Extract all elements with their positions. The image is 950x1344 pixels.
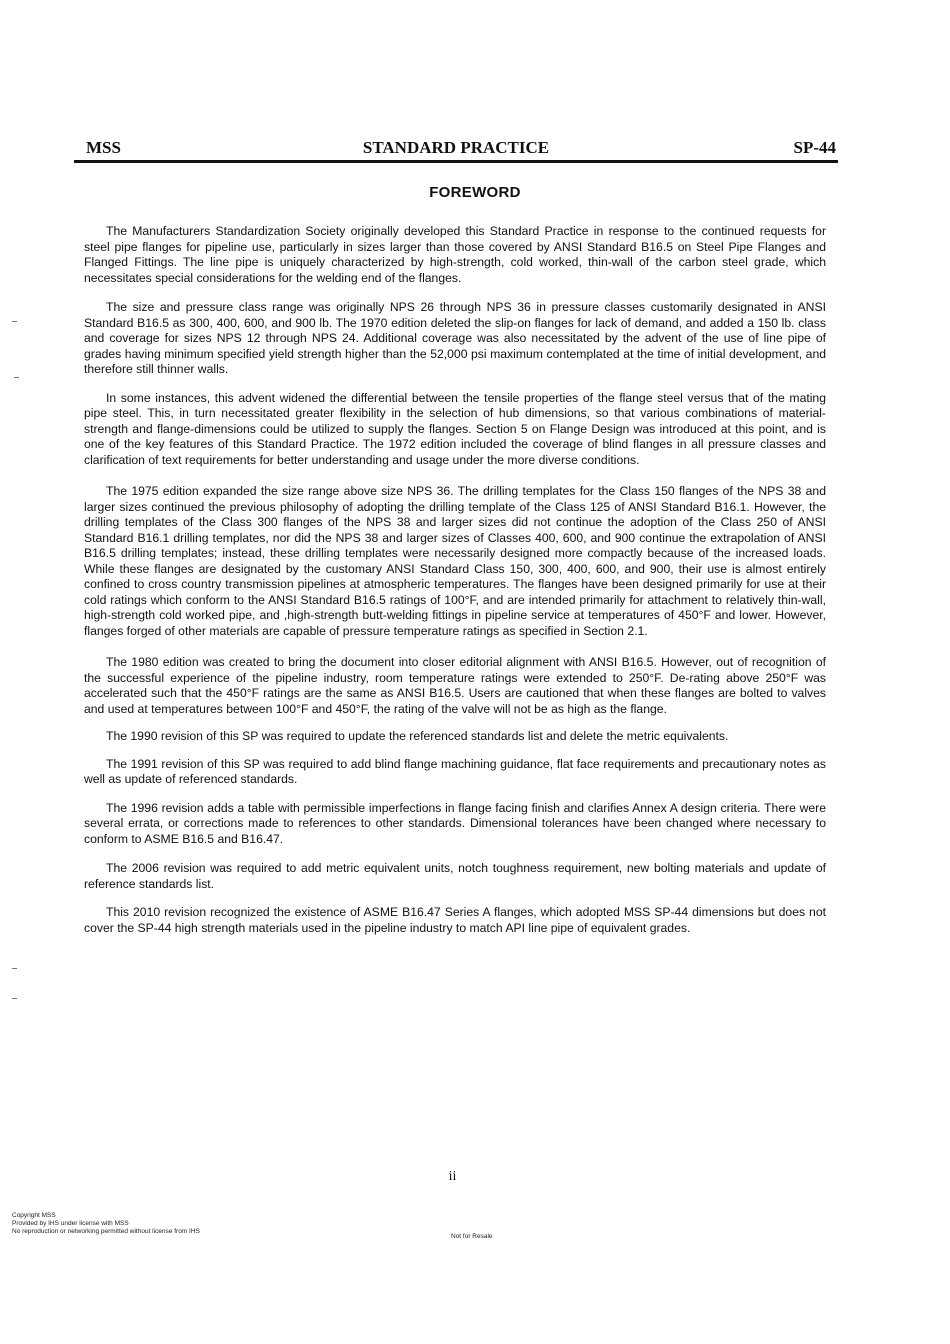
header-right: SP-44 xyxy=(793,138,836,157)
foreword-body xyxy=(84,224,826,949)
footer-line: No reproduction or networking permitted without license from IHS xyxy=(12,1228,200,1235)
footer-line: Provided by IHS under license with MSS xyxy=(12,1220,129,1227)
paragraph: The 1996 revision adds a table with permissible imperfections in flange facing finish and clarifies Annex A design criteria. There were several errata, or corrections made to references to other standards. Dimensional tolerances have been changed where necessary to conform to ASME B16.5 and B16.47. xyxy=(84,800,826,846)
paragraph: In some instances, this advent widened the differential between the tensile properties of the flange steel versus that of the mating pipe steel. This, in turn necessitated greater flexibility in the selection of hub dimensions, so that various combinations of material-strength and flange-dimensions could be utilized to supply the flanges. Section 5 on Flange Design was introduced at this point, and is one of the key features of this Standard Practice. The 1972 edition included the coverage of blind flanges in all pressure classes and clarification of text requirements for better understanding and usage under the more diverse conditions. xyxy=(84,390,826,467)
paragraph: The 2006 revision was required to add metric equivalent units, notch toughness requirement, new bolting materials and update of reference standards list. xyxy=(84,861,826,891)
margin-mark xyxy=(12,321,17,322)
paragraph: The 1991 revision of this SP was required to add blind flange machining guidance, flat face requirements and precautionary notes as well as update of referenced standards. xyxy=(84,756,826,786)
paragraph: The size and pressure class range was originally NPS 26 through NPS 36 in pressure classes customarily designated in ANSI Standard B16.5 as 300, 400, 600, and 900 lb. The 1970 edition deleted the slip-on flanges for lack of demand, and added a 150 lb. class and coverage for sizes NPS 12 through NPS 24. Additional coverage was also necessitated by the advent of the use of line pipe of grades having minimum specified yield strength higher than the 52,000 psi maximum contemplated at the time of initial development, and therefore still thinner walls. xyxy=(84,300,826,376)
paragraph: This 2010 revision recognized the existence of ASME B16.47 Series A flanges, which adopted MSS SP-44 dimensions but does not cover the SP-44 high strength materials used in the pipeline industry to match API line pipe of equivalent grades. xyxy=(84,905,826,935)
margin-mark xyxy=(14,377,19,378)
header-title: STANDARD PRACTICE xyxy=(362,138,550,157)
paragraph: The 1980 edition was created to bring the document into closer editorial alignment with ANSI B16.5. However, out of recognition of the successful experience of the pipeline industry, room temperature ratings were extended to 250°F. De-rating above 250°F was accelerated such that the 450°F ratings are the same as ANSI B16.5. Users are cautioned that when these flanges are bolted to valves and used at temperatures between 100°F and 450°F, the rating of the valve will not be as high as the flange. xyxy=(84,655,826,716)
header-left: MSS xyxy=(86,138,121,157)
margin-mark xyxy=(12,998,17,999)
page-header xyxy=(74,138,838,160)
header-rule xyxy=(74,160,838,163)
paragraph: The 1990 revision of this SP was required to update the referenced standards list and delete the metric equivalents. xyxy=(106,729,729,743)
paragraph: The Manufacturers Standardization Society originally developed this Standard Practice in response to the continued requests for steel pipe flanges for pipeline use, particularly in sizes larger than those covered by ANSI Standard B16.5 on Steel Pipe Flanges and Flanged Fittings. The line pipe is uniquely characterized by high-strength, cold worked, thin-wall of the carbon steel grade, which necessitates special considerations for the welding end of the flanges. xyxy=(84,224,826,285)
margin-mark xyxy=(12,968,17,969)
not-for-resale-footer: Not for Resale xyxy=(451,1233,493,1240)
page-number: ii xyxy=(448,1169,457,1184)
copyright-footer xyxy=(12,1212,200,1236)
page-title: FOREWORD xyxy=(429,184,521,201)
paragraph: The 1975 edition expanded the size range above size NPS 36. The drilling templates for the Class 150 flanges of the NPS 38 and larger sizes continued the previous philosophy of adopting the drilling template of the Class 125 of ANSI Standard B16.1. However, the drilling templates of the Class 300 flanges of the NPS 38 and larger sizes did not continue the adoption of the Class 250 of ANSI Standard B16.1 drilling templates, nor did the NPS 38 and larger sizes of Classes 400, 600, and 900 continue the extrapolation of ANSI B16.5 drilling templates; instead, these drilling templates were necessarily designed more compactly because of the increased loads. While these flanges are designated by the customary ANSI Standard Class 150, 300, 400, 600, and 900, their use is almost entirely confined to cross country transmission pipelines at atmospheric temperatures. The flanges have been designed primarily for use at their cold ratings which conform to the ANSI Standard B16.5 ratings of 100°F, and are intended primarily for attachment to relatively thin-wall, high-strength cold worked pipe, and ,high-strength butt-welding fittings in pipeline service at temperatures of 450°F and lower. However, flanges forged of other materials are capable of pressure temperature ratings as specified in Section 2.1. xyxy=(84,484,826,638)
footer-line: Copyright MSS xyxy=(12,1212,56,1219)
